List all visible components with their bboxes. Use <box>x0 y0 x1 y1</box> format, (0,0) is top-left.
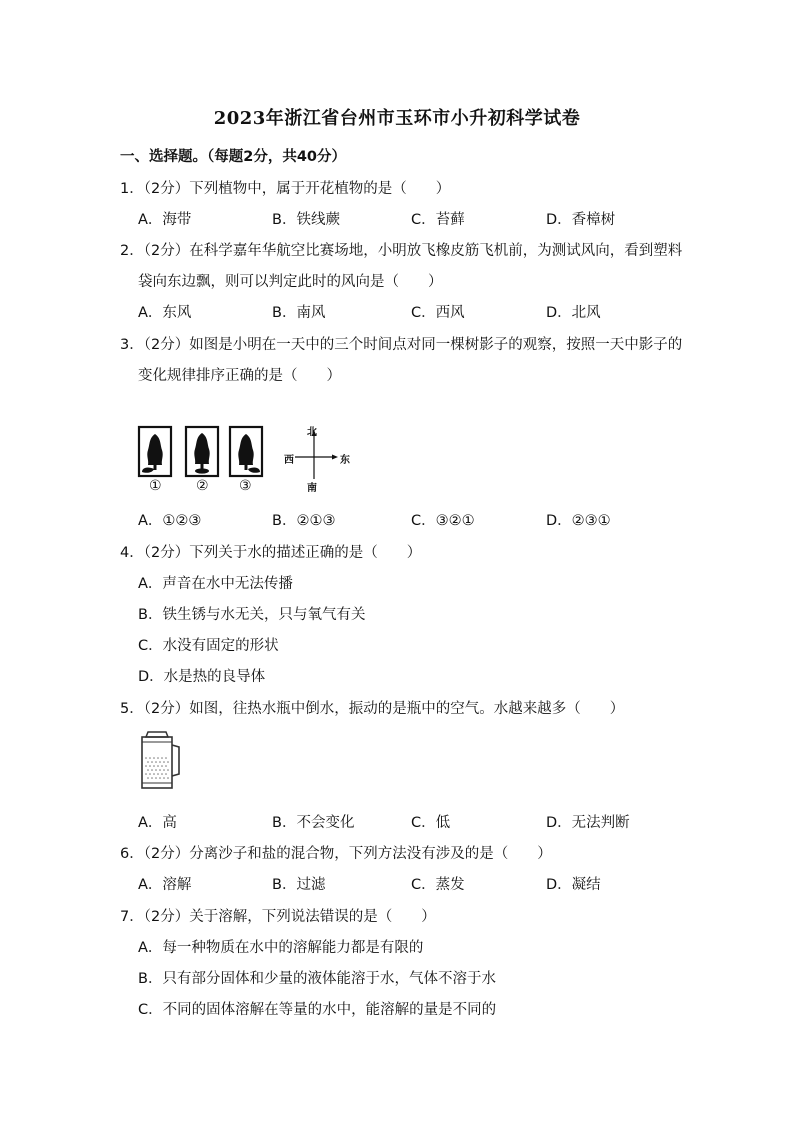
option-a[interactable]: A．溶解 <box>138 877 192 893</box>
question-5-options <box>138 811 698 831</box>
option-a[interactable]: A．声音在水中无法传播 <box>138 576 293 592</box>
option-c[interactable]: C．不同的固体溶解在等量的水中，能溶解的量是不同的 <box>138 1002 497 1018</box>
tree-shadow-figure <box>137 424 367 500</box>
option-d[interactable]: D．香樟树 <box>546 212 616 228</box>
option-d[interactable]: D．北风 <box>546 305 601 321</box>
option-b[interactable]: B．南风 <box>272 305 326 321</box>
option-b[interactable]: B．只有部分固体和少量的液体能溶于水，气体不溶于水 <box>138 971 496 987</box>
question-5-text: 5．（2分）如图，往热水瓶中倒水，振动的是瓶中的空气。水越来越多（ ） <box>120 701 625 717</box>
figure-label-3: ③ <box>239 478 252 494</box>
figure-label-1: ① <box>149 478 162 494</box>
compass-south: 南 <box>307 483 317 494</box>
exam-title: 2023年浙江省台州市玉环市小升初科学试卷 <box>213 108 581 129</box>
question-3-text: 3．（2分）如图是小明在一天中的三个时间点对同一棵树影子的观察，按照一天中影子的 <box>120 337 683 353</box>
compass-north: 北 <box>307 427 317 438</box>
compass-east: 东 <box>340 455 350 466</box>
option-d[interactable]: D．无法判断 <box>546 815 630 831</box>
question-7-text: 7．（2分）关于溶解，下列说法错误的是（ ） <box>120 909 436 925</box>
section-heading: 一、选择题。（每题2分，共40分） <box>120 149 347 165</box>
question-6-text: 6．（2分）分离沙子和盐的混合物，下列方法没有涉及的是（ ） <box>120 846 552 862</box>
option-b[interactable]: B．铁线蕨 <box>272 212 340 228</box>
option-d[interactable]: D．②③① <box>546 513 611 529</box>
option-b[interactable]: B．过滤 <box>272 877 326 893</box>
question-3-text-cont: 变化规律排序正确的是（ ） <box>138 368 341 384</box>
question-4-text: 4．（2分）下列关于水的描述正确的是（ ） <box>120 545 422 561</box>
question-1-options <box>138 208 698 228</box>
option-c[interactable]: C．低 <box>411 815 451 831</box>
option-a[interactable]: A．每一种物质在水中的溶解能力都是有限的 <box>138 940 424 956</box>
figure-label-2: ② <box>196 478 209 494</box>
option-c[interactable]: C．西风 <box>411 305 465 321</box>
option-d[interactable]: D．凝结 <box>546 877 601 893</box>
question-2-text-cont: 袋向东边飘，则可以判定此时的风向是（ ） <box>138 274 443 290</box>
option-a[interactable]: A．①②③ <box>138 513 202 529</box>
question-2-text: 2．（2分）在科学嘉年华航空比赛场地，小明放飞橡皮筋飞机前，为测试风向，看到塑料 <box>120 243 683 259</box>
option-c[interactable]: C．苔藓 <box>411 212 465 228</box>
option-c[interactable]: C．水没有固定的形状 <box>138 638 279 654</box>
question-2-options <box>138 301 698 321</box>
thermos-bottle-figure <box>138 730 182 792</box>
option-d[interactable]: D．水是热的良导体 <box>138 669 266 685</box>
option-b[interactable]: B．②①③ <box>272 513 336 529</box>
option-c[interactable]: C．蒸发 <box>411 877 465 893</box>
option-c[interactable]: C．③②① <box>411 513 475 529</box>
option-a[interactable]: A．海带 <box>138 212 192 228</box>
question-3-options <box>138 509 698 529</box>
option-a[interactable]: A．东风 <box>138 305 192 321</box>
option-b[interactable]: B．不会变化 <box>272 815 355 831</box>
question-1-text: 1．（2分）下列植物中，属于开花植物的是（ ） <box>120 181 451 197</box>
option-b[interactable]: B．铁生锈与水无关，只与氧气有关 <box>138 607 366 623</box>
question-6-options <box>138 873 698 893</box>
option-a[interactable]: A．高 <box>138 815 177 831</box>
compass-west: 西 <box>284 455 294 466</box>
